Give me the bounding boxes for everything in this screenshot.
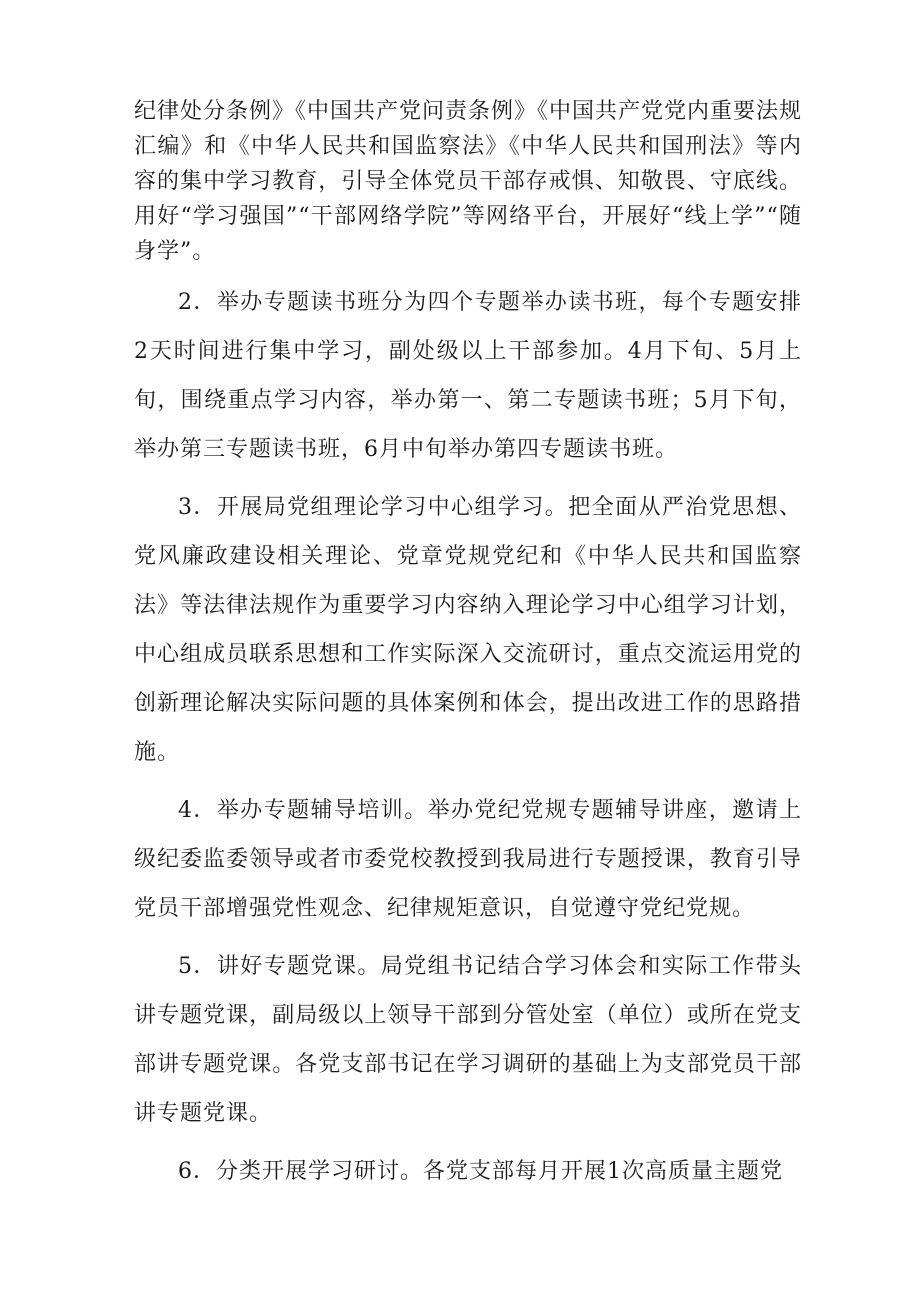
paragraph-item-6-study-discussion: 6．分类开展学习研讨。各党支部每月开展1次高质量主题党 [178,1159,783,1184]
paragraph-item-3-central-group-study: 3．开展局党组理论学习中心组学习。把全面从严治党思想、党风廉政建设相关理论、党章党规党纪和《中华人民共和国监察法》等法律法规作为重要学习内容纳入理论学习中心组学习计划，中心组成员联系思想和工作实际深入交流研讨，重点交流运用党的创新理论解决实际问题的具体案例和体会，提出改进工作的思路措施。 [134,495,802,765]
paragraph-continued-study-list: 纪律处分条例》《中国共产党问责条例》《中国共产党党内重要法规汇编》和《中华人民共和国监察法》《中华人民共和国刑法》等内容的集中学习教育，引导全体党员干部存戒惧、知敬畏、守底线。用好“学习强国”“干部网络学院”等网络平台，开展好“线上学”“随身学”。 [134,99,803,264]
paragraph-item-5-party-lecture: 5．讲好专题党课。局党组书记结合学习体会和实际工作带头讲专题党课，副局级以上领导干部到分管处室（单位）或所在党支部讲专题党课。各党支部书记在学习调研的基础上为支部党员干部讲专题党课。 [134,954,802,1126]
paragraph-item-4-special-training: 4．举办专题辅导培训。举办党纪党规专题辅导讲座，邀请上级纪委监委领导或者市委党校教授到我局进行专题授课，教育引导党员干部增强党性观念、纪律规矩意识，自觉遵守党纪党规。 [134,798,802,921]
paragraph-item-2-reading-class: 2．举办专题读书班分为四个专题举办读书班，每个专题安排2天时间进行集中学习，副处级以上干部参加。4月下旬、5月上旬，围绕重点学习内容，举办第一、第二专题读书班；5月下旬，举办第三专题读书班，6月中旬举办第四专题读书班。 [134,290,802,462]
document-body [134,94,802,1196]
